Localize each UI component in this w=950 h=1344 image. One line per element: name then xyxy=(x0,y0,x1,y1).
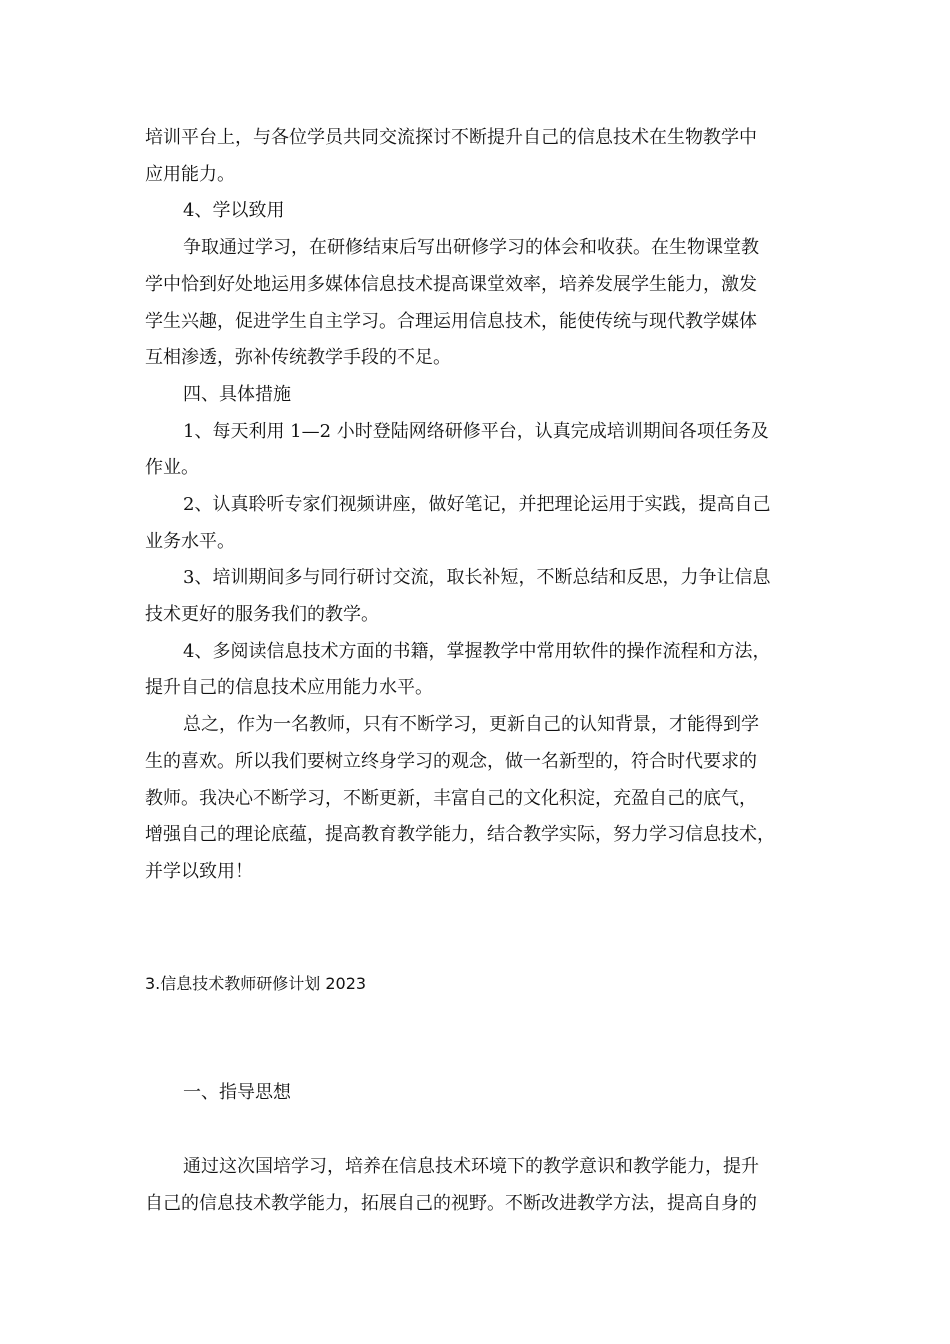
paragraph-start: 通过这次国培学习，培养在信息技术环境下的教学意识和教学能力，提升 xyxy=(183,1156,759,1177)
list-item: 2、认真聆听专家们视频讲座，做好笔记，并把理论运用于实践，提高自己 xyxy=(183,494,771,515)
section-subheading: 4、学以致用 xyxy=(183,200,285,221)
body-text-line: 作业。 xyxy=(145,457,199,478)
body-text-line: 生的喜欢。所以我们要树立终身学习的观念，做一名新型的，符合时代要求的 xyxy=(145,751,757,772)
body-text-line: 并学以致用！ xyxy=(145,861,253,882)
body-text-line: 学中恰到好处地运用多媒体信息技术提高课堂效率，培养发展学生能力，激发 xyxy=(145,274,757,295)
body-text-line: 自己的信息技术教学能力，拓展自己的视野。不断改进教学方法，提高自身的 xyxy=(145,1193,757,1214)
body-text-line: 应用能力。 xyxy=(145,164,235,185)
list-item: 3、培训期间多与同行研讨交流，取长补短，不断总结和反思，力争让信息 xyxy=(183,567,771,588)
section-heading-measures: 四、具体措施 xyxy=(183,384,291,405)
list-item: 1、每天利用 1—2 小时登陆网络研修平台，认真完成培训期间各项任务及 xyxy=(183,421,769,442)
paragraph-start: 总之，作为一名教师，只有不断学习，更新自己的认知背景，才能得到学 xyxy=(183,714,759,735)
paragraph-start: 争取通过学习，在研修结束后写出研修学习的体会和收获。在生物课堂教 xyxy=(183,237,759,258)
body-text-line: 提升自己的信息技术应用能力水平。 xyxy=(145,677,433,698)
body-text-line: 技术更好的服务我们的教学。 xyxy=(145,604,379,625)
body-text-line: 培训平台上，与各位学员共同交流探讨不断提升自己的信息技术在生物教学中 xyxy=(145,127,757,148)
body-text-line: 学生兴趣，促进学生自主学习。合理运用信息技术，能使传统与现代教学媒体 xyxy=(145,311,757,332)
list-item: 4、多阅读信息技术方面的书籍，掌握教学中常用软件的操作流程和方法， xyxy=(183,641,771,662)
document-section-title: 3.信息技术教师研修计划 2023 xyxy=(145,974,367,993)
body-text-line: 业务水平。 xyxy=(145,531,235,552)
body-text-line: 增强自己的理论底蕴，提高教育教学能力，结合教学实际，努力学习信息技术， xyxy=(145,824,775,845)
section-heading-guiding-ideology: 一、指导思想 xyxy=(183,1082,291,1103)
body-text-line: 教师。我决心不断学习，不断更新，丰富自己的文化积淀，充盈自己的底气， xyxy=(145,788,757,809)
body-text-line: 互相渗透，弥补传统教学手段的不足。 xyxy=(145,347,451,368)
